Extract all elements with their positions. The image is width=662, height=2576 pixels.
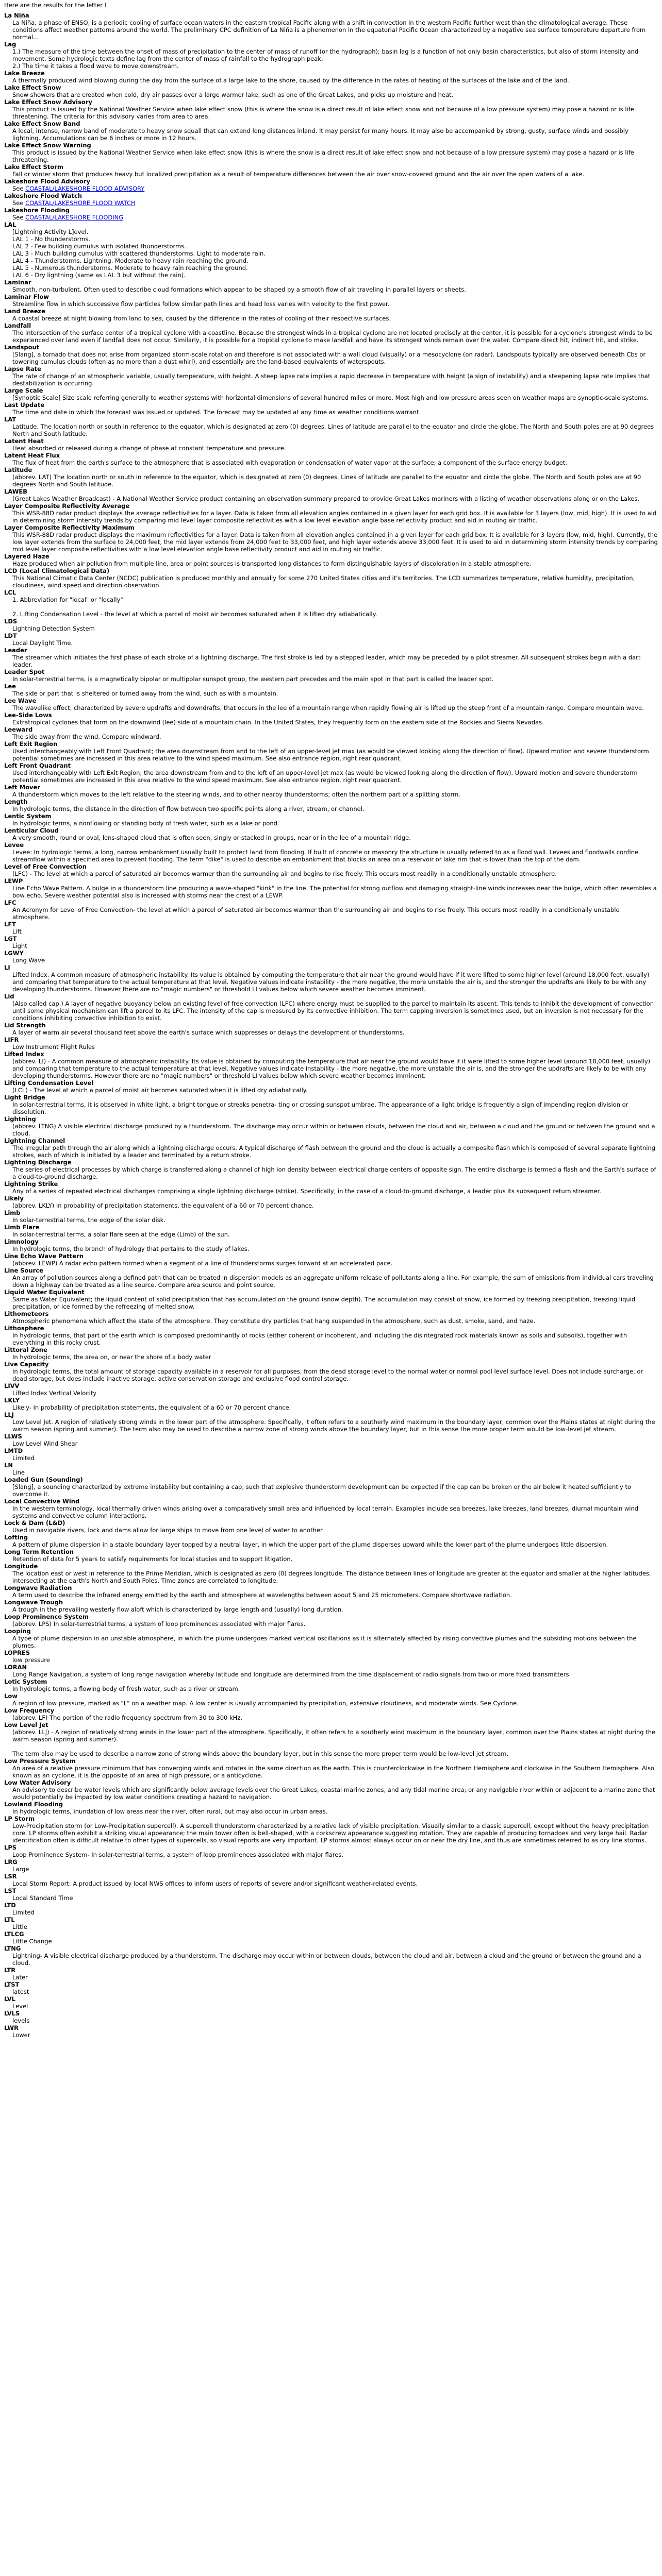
glossary-term: Low Frequency (4, 1707, 55, 1714)
glossary-definition: In hydrologic terms, the total amount of storage capacity available in a reservoir for all purposes, from the dead storage level to the normal water or normal pool level surface level. Does not include surcharge, or dead storage, but does include inactive storage, active conservation storage and exclusive flood control storage. (12, 1368, 643, 1382)
glossary-definition: low pressure (12, 1656, 50, 1664)
glossary-term: Latent Heat (4, 437, 44, 445)
glossary-definition: Lightning Detection System (12, 625, 95, 632)
glossary-term: Lee (4, 683, 16, 690)
glossary-term: Left Front Quadrant (4, 762, 71, 769)
glossary-term: LFC (4, 899, 16, 906)
glossary-term: Liquid Water Equivalent (4, 1289, 85, 1296)
glossary-definition: Retention of data for 5 years to satisfy requirements for local studies and to support litigation. (12, 1555, 293, 1563)
glossary-definition: The streamer which initiates the first phase of each stroke of a lightning discharge. The first stroke is led by a stepped leader, which may be preceded by a pilot streamer. All subsequent strokes begin with a dart leader. (12, 654, 641, 668)
glossary-term: Local Convective Wind (4, 1498, 80, 1505)
glossary-definition: This WSR-88D radar product displays the average reflectivities for a layer. Data is taken from all elevation angles contained in a given layer for each grid box. It is available for 3 layers (low, mid, high). It is used to aid in determining storm intensity trends by comparing mid level layer composite reflectivities with a low level elevation angle base reflectivity product and aid in routing air traffic. (12, 510, 657, 524)
glossary-definition: The side or part that is sheltered or turned away from the wind, such as with a mountain. (12, 690, 278, 697)
glossary-definition: A trough in the prevailing westerly flow aloft which is characterized by large length and (usually) long duration. (12, 1606, 343, 1613)
glossary-definition: In hydrologic terms, inundation of low areas near the river, often rural, but may also occur in urban areas. (12, 1808, 328, 1815)
glossary-definition: (abbrev. LEWP) A radar echo pattern formed when a segment of a line of thunderstorms surges forward at an accelerated pace. (12, 1260, 393, 1267)
glossary-term: Landspout (4, 344, 40, 351)
glossary-definition: A layer of warm air several thousand feet above the earth's surface which suppresses or delays the development of thunderstorms. (12, 1029, 405, 1036)
glossary-term: LGT (4, 935, 17, 942)
glossary-definition: A local, intense, narrow band of moderate to heavy snow squall that can extend long distances inland. It may persist for many hours. It may also be accompanied by strong, gusty, surface winds and possibly lightning. Accumulations can be 6 inches or more in 12 hours. (12, 127, 628, 142)
glossary-definition: (abbrev. LTNG) A visible electrical discharge produced by a thunderstorm. The discharge may occur within or between clouds, between the cloud and air, between a cloud and the ground or between the ground and a cloud. (12, 1123, 655, 1137)
glossary-definition: Lightning- A visible electrical discharge produced by a thunderstorm. The discharge may occur within or between clouds, between the cloud and air, between a cloud and the ground or between the ground and a cloud. (12, 1952, 641, 1967)
glossary-term: Long Term Retention (4, 1548, 74, 1555)
glossary-definition: Line Echo Wave Pattern. A bulge in a thunderstorm line producing a wave-shaped "kink" in the line. The potential for strong outflow and damaging straight-line winds increases near the bulge, which often resembles a bow echo. Severe weather potential also is increased with storms near the crest of a LEWP. (12, 885, 657, 899)
glossary-term: Longwave Trough (4, 1599, 63, 1606)
glossary-definition: An array of pollution sources along a defined path that can be treated in dispersion models as an aggregate uniform release of pollutants along a line. For example, the sum of emissions from individual cars traveling down a highway can be treated as a line source. Compare area source and point source. (12, 1274, 654, 1289)
glossary-definition: A type of plume dispersion in an unstable atmosphere, in which the plume undergoes marked vertical oscillations as it is alternately affected by rising convective plumes and the subsiding motions between the plumes. (12, 1635, 637, 1649)
glossary-term: Lofting (4, 1534, 28, 1541)
glossary-term: LMTD (4, 1447, 23, 1454)
glossary-definition: In the western terminology, local thermally driven winds arising over a comparatively small area and influenced by local terrain. Examples include sea breezes, lake breezes, land breezes, diurnal mountain wind systems and convective column interactions. (12, 1505, 639, 1519)
glossary-definition: Lift (12, 928, 22, 935)
glossary-term: Lapse Rate (4, 365, 41, 372)
glossary-definition: Heat absorbed or released during a change of phase at constant temperature and pressure. (12, 445, 286, 452)
glossary-definition: In solar-terrestrial terms, a solar flare seen at the edge (Limb) of the sun. (12, 1231, 230, 1238)
glossary-definition: In hydrologic terms, the area on, or near the shore of a body water (12, 1353, 211, 1361)
glossary-term: Lee-Side Lows (4, 711, 52, 719)
glossary-definition: In hydrologic terms, a flowing body of fresh water, such as a river or stream. (12, 1685, 240, 1692)
glossary-term: Land Breeze (4, 308, 46, 315)
glossary-term: Lotic System (4, 1678, 47, 1685)
glossary-definition: A term used to describe the infrared energy emitted by the earth and atmosphere at wavelengths between about 5 and 25 micrometers. Compare shortwave radiation. (12, 1591, 512, 1599)
glossary-definition: Used in navigable rivers, lock and dams allow for large ships to move from one level of water to another. (12, 1527, 324, 1534)
glossary-definition: (LCL) - The level at which a parcel of moist air becomes saturated when it is lifted dry adiabatically. (12, 1087, 308, 1094)
glossary-term: LLWS (4, 1433, 22, 1440)
glossary-definition: Line (12, 1469, 25, 1476)
glossary-term: LORAN (4, 1664, 27, 1671)
glossary-term: Level of Free Convection (4, 863, 87, 870)
glossary-term: Length (4, 798, 28, 805)
glossary-term: Lakeshore Flood Watch (4, 192, 82, 199)
glossary-term: LN (4, 1462, 13, 1469)
glossary-definition: (abbrev. LAT) The location north or south in reference to the equator, which is designated at zero (0) degrees. Lines of latitude are parallel to the equator and circle the globe. The North and South poles are at 90 degrees North and South latitude. (12, 473, 641, 488)
glossary-definition: Used interchangeably with Left Exit Region; the area downstream from and to the left of an upper-level jet max (as would be viewed looking along the direction of flow). Upward motion and severe thunderstorm potential sometimes are increased in this area relative to the wind speed maximum. See also entrance region, right rear quadrant. (12, 769, 638, 784)
glossary-term: LST (4, 1887, 16, 1894)
glossary-term: LGWY (4, 950, 24, 957)
glossary-list (4, 12, 658, 2039)
glossary-term: LAWEB (4, 488, 28, 495)
glossary-term: LTLCG (4, 1930, 24, 1938)
glossary-term: Looping (4, 1628, 31, 1635)
glossary-definition: A thunderstorm which moves to the left relative to the steering winds, and to other nearby thunderstorms; often the northern part of a splitting storm. (12, 791, 460, 798)
glossary-term: Laminar (4, 279, 31, 286)
glossary-definition: A thermally produced wind blowing during the day from the surface of a large lake to the shore, caused by the difference in the rates of heating of the surfaces of the lake and of the land. (12, 77, 569, 84)
glossary-term: Lake Effect Snow Band (4, 120, 80, 127)
glossary-term: Limnology (4, 1238, 39, 1245)
glossary-term: Leeward (4, 726, 33, 733)
glossary-definition: In solar-terrestrial terms, it is observed in white light, a bright tongue or streaks penetra- ting or crossing sunspot umbrae. The appearance of a light bridge is frequently a sign of impending region division or dissolution. (12, 1101, 628, 1115)
glossary-definition: An advisory to describe water levels which are significantly below average levels over the Great Lakes, coastal marine zones, and any tidal marine area; or any navigable river within or adjacent to a marine zone that would potentially be impacted by low water conditions creating a hazard to navigation. (12, 1786, 655, 1801)
glossary-term: LTST (4, 1981, 20, 1988)
glossary-term: Lightning Channel (4, 1137, 65, 1144)
glossary-term: Latent Heat Flux (4, 452, 60, 459)
glossary-term: Likely (4, 1195, 24, 1202)
glossary-definition: Little (12, 1923, 27, 1930)
glossary-term: Low (4, 1692, 18, 1700)
glossary-definition: In solar-terrestrial terms, is a magnetically bipolar or multipolar sunspot group, the western part precedes and the main spot in that part is called the leader spot. (12, 675, 494, 683)
glossary-term: La Niña (4, 12, 29, 19)
glossary-definition: [Synoptic Scale] Size scale referring generally to weather systems with horizontal dimensions of several hundred miles or more. Most high and low pressure areas seen on weather maps are synoptic-scale systems. (12, 394, 649, 401)
glossary-term: Latitude (4, 466, 32, 473)
glossary-term: Lifted Index (4, 1050, 44, 1058)
glossary-term: LCL (4, 589, 16, 596)
glossary-term: Limb (4, 1209, 21, 1216)
glossary-definition: The intersection of the surface center of a tropical cyclone with a coastline. Because the strongest winds in a tropical cyclone are not located precisely at the center, it is possible for a cyclone's strongest winds to be experienced over land even if landfall does not occur. Similarly, it is possible for a tropical cyclone to make landfall and have its strongest winds remain over the water. Compare direct hit, indirect hit, and strike. (12, 329, 653, 344)
glossary-definition: Local Daylight Time. (12, 639, 73, 647)
glossary-term: Loop Prominence System (4, 1613, 89, 1620)
glossary-term: LTR (4, 1967, 16, 1974)
glossary-definition: Lifted Index. A common measure of atmospheric instability. Its value is obtained by computing the temperature that air near the ground would have if it were lifted to some higher level (around 18,000 feet, usually) and comparing that temperature to the actual temperature at that level. Negative values indicate instability - the more negative, the more unstable the air is, and the stronger the updrafts are likely to be with any developing thunderstorms. However there are no "magic numbers" or threshold LI values below which severe weather becomes imminent. (12, 971, 650, 993)
glossary-definition: The irregular path through the air along which a lightning discharge occurs. A typical discharge of flash between the ground and the cloud is actually a composite flash which is composed of several separate lightning strokes, each of which is initiated by a leader and terminated by a return stroke. (12, 1144, 656, 1159)
glossary-definition: The series of electrical processes by which charge is transferred along a channel of high ion density between electrical charge centers of opposite sign. The entire discharge is termed a flash and the Earth's surface of a cloud-to-ground discharge. (12, 1166, 656, 1180)
glossary-definition: Atmospheric phenomena which affect the state of the atmosphere. They constitute dry particles that hang suspended in the atmosphere, such as dust, smoke, sand, and haze. (12, 1317, 536, 1325)
glossary-term: Limb Flare (4, 1224, 40, 1231)
glossary-term: LCD (Local Climatological Data) (4, 567, 110, 574)
glossary-term: Lakeshore Flooding (4, 207, 70, 214)
glossary-term: LVL (4, 1995, 15, 2003)
glossary-term: Laminar Flow (4, 293, 49, 300)
glossary-definition: A coastal breeze at night blowing from land to sea, caused by the difference in the rates of cooling of their respective surfaces. (12, 315, 391, 322)
glossary-definition: Large (12, 1866, 29, 1873)
glossary-term: Lake Effect Storm (4, 163, 63, 171)
glossary-definition: Level (12, 2003, 28, 2010)
glossary-term: Left Mover (4, 784, 40, 791)
see-prefix: See (12, 199, 26, 207)
glossary-definition: Same as Water Equivalent; the liquid content of solid precipitation that has accumulated on the ground (snow depth). The accumulation may consist of snow, ice formed by freezing precipitation, freezing liquid precipitation, or ice formed by the refreezing of melted snow. (12, 1296, 636, 1310)
glossary-definition: (abbrev. LI) - A common measure of atmospheric instability. Its value is obtained by computing the temperature that air near the ground would have if it were lifted to some higher level (around 18,000 feet, usually) and comparing that temperature to the actual temperature at that level. Negative values indicate instability - the more negative, the more unstable the air is, and the stronger the updrafts are likely to be with any developing thunderstorms. However there are no "magic numbers" or threshold LI values below which severe weather becomes imminent. (12, 1058, 651, 1079)
glossary-term: Lake Effect Snow Advisory (4, 98, 93, 106)
glossary-definition: [Slang], a tornado that does not arise from organized storm-scale rotation and therefore is not associated with a wall cloud (visually) or a mesocyclone (on radar). Landspouts typically are observed beneath Cbs or towering cumulus clouds (often as no more than a dust whirl), and essentially are the land-based equivalents of waterspouts. (12, 351, 646, 365)
glossary-definition: (abbrev. LPS) In solar-terrestrial terms, a system of loop prominences associated with major flares. (12, 1620, 306, 1628)
glossary-definition: [Lightning Activity L]evel. LAL 1 - No thunderstorms. LAL 2 - Few building cumulus with isolated thunderstorms. LAL 3 - Much building cumulus with scattered thunderstorms. Light to moderate rain. LAL 4 - Thunderstorms. Lightning. Moderate to heavy rain reaching the ground. LAL 5 - Numerous thunderstorms. Moderate to heavy rain reaching the ground. LAL 6 - Dry lightning (same as LAL 3 but without the rain). (12, 228, 266, 279)
glossary-definition: Lower (12, 2031, 30, 2039)
glossary-term: LLJ (4, 1411, 14, 1418)
glossary-definition: Likely- In probability of precipitation statements, the equivalent of a 60 or 70 percent chance. (12, 1404, 291, 1411)
glossary-definition: The time and date in which the forecast was issued or updated. The forecast may be updated at any time as weather conditions warrant. (12, 409, 421, 416)
glossary-term: LSR (4, 1873, 17, 1880)
glossary-term: Leader (4, 647, 27, 654)
glossary-definition: (LFC) - The level at which a parcel of saturated air becomes warmer than the surrounding air and begins to rise freely. This occurs most readily in a conditionally unstable atmosphere. (12, 870, 557, 877)
glossary-definition: The wavelike effect, characterized by severe updrafts and downdrafts, that occurs in the lee of a mountain range when rapidly flowing air is lifted up the steep front of a mountain range. Compare mountain wave. (12, 704, 644, 711)
glossary-term: Lightning Discharge (4, 1159, 72, 1166)
glossary-definition: Low Level Jet. A region of relatively strong winds in the lower part of the atmosphere. Specifically, it often refers to a southerly wind maximum in the boundary layer, common over the Plains states at night during the warm season (spring and summer). The term also may be used to describe a narrow zone of strong winds above the boundary layer, but in this sense the more proper term would be low-level jet stream. (12, 1418, 655, 1433)
glossary-term: Littoral Zone (4, 1346, 47, 1353)
glossary-definition (12, 214, 658, 221)
glossary-term: Line Echo Wave Pattern (4, 1252, 84, 1260)
glossary-term: Longwave Radiation (4, 1584, 72, 1591)
glossary-definition: [Slang], a sounding characterized by extreme instability but containing a cap, such that explosive thunderstorm development can be expected if the cap can be broken or the air below it heated sufficiently to overcome it. (12, 1483, 632, 1498)
glossary-term: Lid (4, 993, 14, 1000)
glossary-term: LIVV (4, 1382, 20, 1389)
glossary-definition: Loop Prominence System- In solar-terrestrial terms, a system of loop prominences associated with major flares. (12, 1851, 343, 1858)
glossary-term: Lid Strength (4, 1022, 46, 1029)
glossary-term: LWR (4, 2024, 19, 2031)
glossary-term: LTNG (4, 1945, 21, 1952)
glossary-definition: Fall or winter storm that produces heavy but localized precipitation as a result of temperature differences between the air over snow-covered ground and the air over the open waters of a lake. (12, 171, 585, 178)
glossary-term: LVLS (4, 2010, 20, 2017)
glossary-term: Line Source (4, 1267, 43, 1274)
glossary-term: Low Water Advisory (4, 1779, 71, 1786)
glossary-term: LRG (4, 1858, 18, 1866)
glossary-term: Lithometeors (4, 1310, 49, 1317)
glossary-term: LAT (4, 416, 16, 423)
glossary-definition: In hydrologic terms, a nonflowing or standing body of fresh water, such as a lake or pond (12, 820, 277, 827)
glossary-term: Levee (4, 841, 24, 849)
glossary-definition: Any of a series of repeated electrical discharges comprising a single lightning discharge (strike). Specifically, in the case of a cloud-to-ground discharge, a leader plus its subsequent return streamer. (12, 1188, 601, 1195)
glossary-definition: A pattern of plume dispersion in a stable boundary layer topped by a neutral layer, in which the upper part of the plume disperses upward while the lower part of the plume undergoes little dispersion. (12, 1541, 608, 1548)
glossary-term: LFT (4, 921, 16, 928)
glossary-definition: levels (12, 2017, 30, 2024)
glossary-definition: (abbrev. LLJ) - A region of relatively strong winds in the lower part of the atmosphere. Specifically, it often refers to a southerly wind maximum in the boundary layer, common over the Plains states at night during the warm season (spring and summer). The term also may be used to describe a narrow zone of strong winds above the boundary layer, but in this sense the more proper term would be low-level jet stream. (12, 1728, 656, 1757)
glossary-definition: This product is issued by the National Weather Service when lake effect snow (this is where the snow is a direct result of lake effect snow and not because of a low pressure system) may pose a hazard or is life threatening. (12, 149, 634, 163)
glossary-definition: In solar-terrestrial terms, the edge of the solar disk. (12, 1216, 166, 1224)
glossary-term: LDT (4, 632, 17, 639)
glossary-term: Lake Breeze (4, 70, 45, 77)
glossary-definition: In hydrologic terms, that part of the earth which is composed predominantly of rocks (either coherent or incoherent, and including the disintegrated rock materials known as soils and subsoils), together with everything in this rocky crust. (12, 1332, 627, 1346)
glossary-term: LTD (4, 1902, 16, 1909)
glossary-definition: Low-Precipitation storm (or Low-Precipitation supercell). A supercell thunderstorm characterized by a relative lack of visible precipitation. Visually similar to a classic supercell, except without the heavy precipitation core. LP storms often exhibit a striking visual appearance; the main tower often is bell-shaped, with a corkscrew appearance suggesting rotation. They are capable of producing tornadoes and very large hail. Radar identification often is difficult relative to other types of supercells, so visual reports are very important. LP storms almost always occur on or near the dry line, and thus are sometimes referred to as dry line storms. (12, 1822, 649, 1844)
glossary-definition: Light (12, 942, 27, 950)
glossary-term: Last Update (4, 401, 45, 409)
glossary-definition: This WSR-88D radar product displays the maximum reflectivities for a layer. Data is taken from all elevation angles contained in a given layer for each grid box. It is available for 3 layers (low, mid, high). Currently, the low layer extends from the surface to 24,000 feet, the mid layer extends from 24,000 feet to 33,000 feet, and high layer extends above 33,000 feet. It is used to aid in determining storm intensity trends by comparing mid level layer composite reflectivities with a low level elevation angle base reflectivity product and aid in routing air traffic. (12, 531, 658, 553)
glossary-definition: La Niña, a phase of ENSO, is a periodic cooling of surface ocean waters in the eastern tropical Pacific along with a shift in convection in the western Pacific further west than the climatological average. These conditions affect weather patterns around the world. The preliminary CPC definition of La Niña is a phenomenon in the equatorial Pacific Ocean characterized by a negative sea surface temperature departure from normal... (12, 19, 646, 41)
glossary-definition: The side away from the wind. Compare windward. (12, 733, 161, 740)
glossary-definition: This National Climatic Data Center (NCDC) publication is produced monthly and annually for some 270 United States cities and it's territories. The LCD summarizes temperature, relative humidity, precipitation, cloudiness, wind speed and direction observation. (12, 574, 635, 589)
glossary-definition: In hydrologic terms, the branch of hydrology that pertains to the study of lakes. (12, 1245, 250, 1252)
glossary-definition: Snow showers that are created when cold, dry air passes over a large warmer lake, such as one of the Great Lakes, and picks up moisture and heat. (12, 91, 454, 98)
glossary-definition: Haze produced when air pollution from multiple line, area or point sources is transported long distances to form distinguishable layers of discoloration in a stable atmosphere. (12, 560, 532, 567)
glossary-term: LEWP (4, 877, 23, 885)
glossary-definition: Levee: In hydrologic terms, a long, narrow embankment usually built to protect land from flooding. If built of concrete or masonry the structure is usually referred to as a flood wall. Levees and floodwalls confine streamflow within a specified area to prevent flooding. The term "dike" is used to describe an embankment that blocks an area on a reservoir or lake rim that is lower than the top of the dam. (12, 849, 639, 863)
glossary-definition: Smooth, non-turbulent. Often used to describe cloud formations which appear to be shaped by a smooth flow of air traveling in parallel layers or sheets. (12, 286, 466, 293)
glossary-definition: A very smooth, round or oval, lens-shaped cloud that is often seen, singly or stacked in groups, near or in the lee of a mountain ridge. (12, 834, 411, 841)
glossary-definition: Long Wave (12, 957, 45, 964)
glossary-definition (12, 199, 658, 207)
glossary-definition: This product is issued by the National Weather Service when lake effect snow (this is where the snow is a direct result of lake effect snow and not because of a low pressure system) may pose a hazard or is life threatening. The criteria for this advisory varies from area to area. (12, 106, 634, 120)
glossary-term: Lenticular Cloud (4, 827, 59, 834)
glossary-term: Lithosphere (4, 1325, 44, 1332)
glossary-term: LAL (4, 221, 16, 228)
glossary-term: Large Scale (4, 387, 43, 394)
glossary-term: Lock & Dam (L&D) (4, 1519, 65, 1527)
glossary-term: Lag (4, 41, 16, 48)
glossary-term: LI (4, 964, 10, 971)
glossary-definition: latest (12, 1988, 29, 1995)
glossary-definition: Used interchangeably with Left Front Quadrant; the area downstream from and to the left of an upper-level jet max (as would be viewed looking along the direction of flow). Upward motion and severe thunderstorm potential sometimes are increased in this area relative to the wind speed maximum. See also entrance region, right rear quadrant. (12, 748, 649, 762)
glossary-definition: Limited (12, 1454, 35, 1462)
glossary-term: Leader Spot (4, 668, 45, 675)
results-intro: Here are the results for the letter l (4, 2, 106, 9)
glossary-term: Landfall (4, 322, 31, 329)
glossary-term: LP Storm (4, 1815, 35, 1822)
glossary-term: Longitude (4, 1563, 38, 1570)
glossary-term: LIFR (4, 1036, 19, 1043)
glossary-term: Layered Haze (4, 553, 49, 560)
glossary-definition: Later (12, 1974, 28, 1981)
glossary-term: Layer Composite Reflectivity Maximum (4, 524, 135, 531)
glossary-definition: Low Instrument Flight Rules (12, 1043, 95, 1050)
glossary-term: LOPRES (4, 1649, 30, 1656)
glossary-definition: Little Change (12, 1938, 52, 1945)
glossary-definition: Low Level Wind Shear (12, 1440, 78, 1447)
glossary-definition: Streamline flow in which successive flow particles follow similar path lines and head loss varies with velocity to the first power. (12, 300, 390, 308)
cross-reference-link[interactable]: COASTAL/LAKESHORE FLOOD WATCH (25, 199, 136, 207)
glossary-definition: The flux of heat from the earth's surface to the atmosphere that is associated with evaporation or condensation of water vapor at the surface; a component of the surface energy budget. (12, 459, 568, 466)
glossary-term: Lee Wave (4, 697, 37, 704)
glossary-definition: Local Standard Time (12, 1894, 73, 1902)
glossary-term: Low Pressure System (4, 1757, 76, 1765)
glossary-definition: (abbrev. LF) The portion of the radio frequency spectrum from 30 to 300 kHz. (12, 1714, 243, 1721)
glossary-term: Lake Effect Snow Warning (4, 142, 91, 149)
glossary-term: LPS (4, 1844, 17, 1851)
glossary-definition: Extratropical cyclones that form on the downwind (lee) side of a mountain chain. In the United States, they frequently form on the eastern side of the Rockies and Sierra Nevadas. (12, 719, 544, 726)
glossary-definition: 1. Abbreviation for "local" or "locally" 2. Lifting Condensation Level - the level at which a parcel of moist air becomes saturated when it is lifted dry adiabatically. (12, 596, 377, 618)
glossary-term: Lightning (4, 1115, 36, 1123)
glossary-term: LDS (4, 618, 18, 625)
glossary-definition: The rate of change of an atmospheric variable, usually temperature, with height. A steep lapse rate implies a rapid decrease in temperature with height (a sign of instability) and a steepening lapse rate implies that destabilization is occurring. (12, 372, 651, 387)
glossary-term: Lake Effect Snow (4, 84, 61, 91)
glossary-term: Lentic System (4, 812, 52, 820)
glossary-definition: Long Range Navigation, a system of long range navigation whereby latitude and longitude are determined from the time displacement of radio signals from two or more fixed transmitters. (12, 1671, 571, 1678)
glossary-definition: The location east or west in reference to the Prime Meridian, which is designated as zero (0) degrees longitude. The distance between lines of longitude are greater at the equator and smaller at the higher latitudes, intersecting at the earth's North and South Poles. Time zones are correlated to longitude. (12, 1570, 651, 1584)
glossary-definition: Lifted Index Vertical Velocity (12, 1389, 97, 1397)
glossary-definition (12, 185, 658, 192)
glossary-term: Lifting Condensation Level (4, 1079, 94, 1087)
glossary-term: Lightning Strike (4, 1180, 58, 1188)
glossary-definition: An area of a relative pressure minimum that has converging winds and rotates in the same direction as the earth. This is counterclockwise in the Northern Hemisphere and clockwise in the Southern Hemisphere. Also known as an cyclone, it is the opposite of an area of high pressure, or a anticyclone. (12, 1765, 654, 1779)
glossary-term: LTL (4, 1916, 15, 1923)
glossary-term: Low Level Jet (4, 1721, 48, 1728)
glossary-definition: Latitude. The location north or south in reference to the equator, which is designated at zero (0) degrees. Lines of latitude are parallel to the equator and circle the globe. The North and South poles are at 90 degrees North and South latitude. (12, 423, 654, 437)
glossary-definition: Local Storm Report: A product issued by local NWS offices to inform users of reports of severe and/or significant weather-related events. (12, 1880, 418, 1887)
glossary-term: Lakeshore Flood Advisory (4, 178, 90, 185)
glossary-definition: (Great Lakes Weather Broadcast) - A National Weather Service product containing an observation summary prepared to provide Great Lakes mariners with a listing of weather observations along or on the Lakes. (12, 495, 640, 502)
glossary-definition: An Acronym for Level of Free Convection- the level at which a parcel of saturated air becomes warmer than the surrounding air and begins to rise freely. This occurs most readily in a conditionally unstable atmosphere. (12, 906, 620, 921)
cross-reference-link[interactable]: COASTAL/LAKESHORE FLOODING (25, 214, 124, 221)
glossary-term: Layer Composite Reflectivity Average (4, 502, 130, 510)
glossary-term: Left Exit Region (4, 740, 58, 748)
glossary-definition: 1.) The measure of the time between the onset of mass of precipitation to the center of mass of runoff (or the hydrograph); basin lag is a function of not only basin characteristics, but also of storm intensity and movement. Some hydrologic texts define lag from the center of mass of rainfall to the hydrograph peak. 2.) The time it takes a flood wave to move downstream. (12, 48, 639, 70)
glossary-term: LKLY (4, 1397, 20, 1404)
glossary-term: Lowland Flooding (4, 1801, 63, 1808)
see-prefix: See (12, 185, 26, 192)
glossary-definition: In hydrologic terms, the distance in the direction of flow between two specific points along a river, stream, or channel. (12, 805, 365, 812)
cross-reference-link[interactable]: COASTAL/LAKESHORE FLOOD ADVISORY (25, 185, 145, 192)
see-prefix: See (12, 214, 26, 221)
glossary-term: Live Capacity (4, 1361, 49, 1368)
glossary-term: Light Bridge (4, 1094, 45, 1101)
glossary-definition: Limited (12, 1909, 35, 1916)
glossary-definition: (abbrev. LKLY) In probability of precipitation statements, the equivalent of a 60 or 70 percent chance. (12, 1202, 314, 1209)
glossary-definition: (Also called cap.) A layer of negative buoyancy below an existing level of free convection (LFC) where energy must be supplied to the parcel to maintain its ascent. This tends to inhibit the development of convection until some physical mechanism can lift a parcel to its LFC. The intensity of the cap is measured by its convective inhibition. The term capping inversion is sometimes used, but an inversion is not necessary for the conditions inhibiting convective inhibition to exist. (12, 1000, 654, 1022)
glossary-term: Loaded Gun (Sounding) (4, 1476, 83, 1483)
glossary-definition: A region of low pressure, marked as "L" on a weather map. A low center is usually accompanied by precipitation, extensive cloudiness, and moderate winds. See Cyclone. (12, 1700, 519, 1707)
